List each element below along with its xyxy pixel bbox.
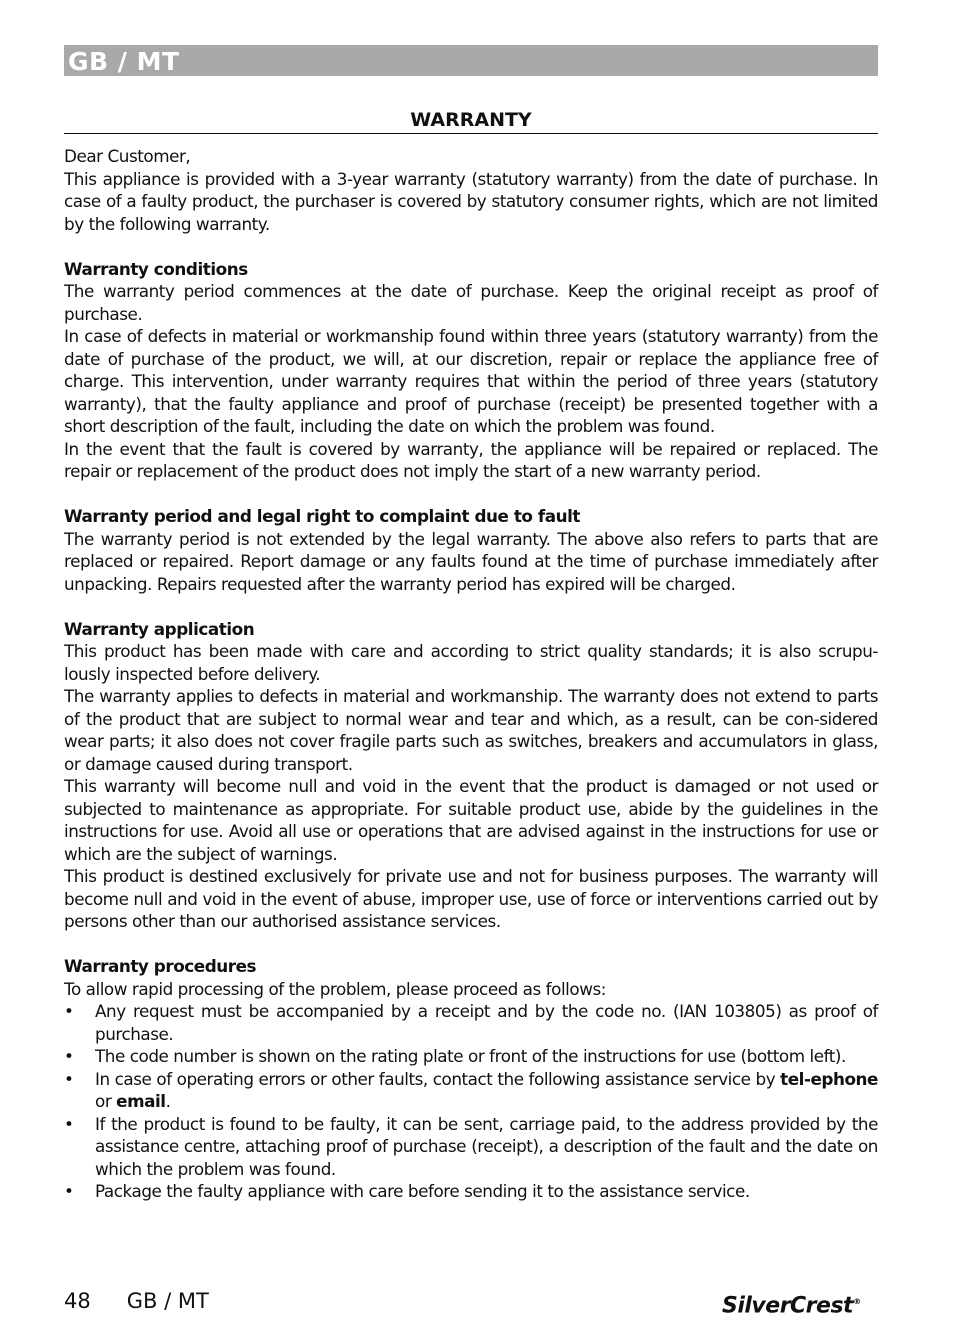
conditions-paragraph-1: The warranty period commences at the date of purchase. Keep the original receipt as proof of purchase.: [64, 281, 878, 324]
conditions-paragraph-3: In the event that the fault is covered by warranty, the appliance will be repaired or replaced. The repair or replacement of the product does not imply the start of a new warranty period.: [64, 438, 878, 481]
intro-paragraph: This appliance is provided with a 3-year warranty (statutory warranty) from the date of purchase. In case of a faulty product, the purchaser is covered by statutory consumer rights, which are not limited by the following warranty.: [64, 168, 878, 234]
list-item-text: The code number is shown on the rating plate or front of the instructions for use (bottom left).: [95, 1046, 846, 1066]
spacer: [64, 933, 878, 956]
language-header-bar: [64, 45, 878, 76]
procedures-list: [64, 1000, 878, 1203]
bullet: •: [64, 1181, 74, 1201]
procedures-heading: Warranty procedures: [64, 956, 257, 976]
intro-greeting: Dear Customer,: [64, 146, 191, 166]
list-item-text: If the product is found to be faulty, it can be sent, carriage paid, to the address provided by the assistance centre, attaching proof of purchase (receipt), a description of the fault and the date on which the problem was found.: [95, 1113, 878, 1179]
procedures-intro: To allow rapid processing of the problem, please proceed as follows:: [64, 978, 606, 999]
period-paragraph-1: The warranty period is not extended by the legal warranty. The above also refers to parts that are replaced or repaired. Report damage or any faults found at the time of purchase immediately after unpacking. Repairs requested after the warranty period has expired will be charged.: [64, 528, 878, 594]
list-item-text: Package the faulty appliance with care before sending it to the assistance service.: [95, 1181, 750, 1201]
period-heading: Warranty period and legal right to complaint due to fault: [64, 506, 580, 526]
section-title: WARRANTY: [410, 109, 532, 131]
bullet: •: [64, 1001, 74, 1021]
spacer: [64, 235, 878, 258]
list-item: [64, 1113, 878, 1181]
email-emphasis: email: [116, 1091, 166, 1111]
page-footer: [64, 1287, 209, 1315]
application-paragraph-4: This product is destined exclusively for private use and not for business purposes. The warranty will become null and void in the event of abuse, improper use, use of force or interventions carried out by persons other than our authorised assistance services.: [64, 866, 878, 931]
page-number: 48: [64, 1289, 91, 1313]
application-paragraph-3: This warranty will become null and void in the event that the product is damaged or not used or subjected to maintenance as appropriate. For suitable product use, abide by the guidelines in the instructions for use. Avoid all use or operations that are advised against in the instructions for use or which are the subject of warnings.: [64, 776, 878, 864]
application-heading: Warranty application: [64, 618, 255, 639]
registered-mark: ®: [853, 1297, 861, 1306]
bullet: •: [64, 1113, 74, 1134]
list-item: [64, 1180, 878, 1203]
brand-name: SilverCrest: [722, 1293, 854, 1319]
spacer: [64, 483, 878, 506]
spacer: [64, 595, 878, 618]
list-item-text: .: [165, 1091, 171, 1111]
application-paragraph-1: This product has been made with care and according to strict quality standards; it is also scrupu-lously inspected before delivery.: [64, 641, 878, 684]
telephone-emphasis: tel-ephone: [780, 1068, 878, 1089]
bullet: •: [64, 1068, 74, 1089]
list-item: [64, 1000, 878, 1045]
list-item: [64, 1068, 878, 1113]
title-divider: [64, 133, 878, 134]
application-paragraph-2: The warranty applies to defects in material and workmanship. The warranty does not extend to parts of the product that are subject to normal wear and tear and which, as a result, can be con-sidered wear parts; it also does not cover fragile parts such as switches, breakers and accumulators in glass, or damage caused during transport.: [64, 686, 878, 774]
conditions-heading: Warranty conditions: [64, 258, 248, 279]
conditions-paragraph-2: In case of defects in material or workmanship found within three years (statutory warranty) from the date of purchase of the product, we will, at our discretion, repair or replace the appliance free of charge. This intervention, under warranty requires that within the period of three years (statutory warranty), that the faulty appliance and proof of purchase (receipt) be presented together with a short description of the fault, including the date on which the problem was found.: [64, 326, 878, 436]
footer-language: GB / MT: [126, 1289, 209, 1313]
list-item-text: In case of operating errors or other faults, contact the following assistance service by: [95, 1068, 781, 1089]
brand-logo: [722, 1289, 861, 1319]
language-header-label: GB / MT: [68, 47, 180, 76]
list-item-text: Any request must be accompanied by a receipt and by the code no. (IAN 103805) as proof of purchase.: [95, 1001, 878, 1044]
list-item-text: or: [95, 1091, 117, 1111]
bullet: •: [64, 1046, 74, 1066]
list-item: [64, 1045, 878, 1068]
warranty-content: [64, 145, 878, 1203]
